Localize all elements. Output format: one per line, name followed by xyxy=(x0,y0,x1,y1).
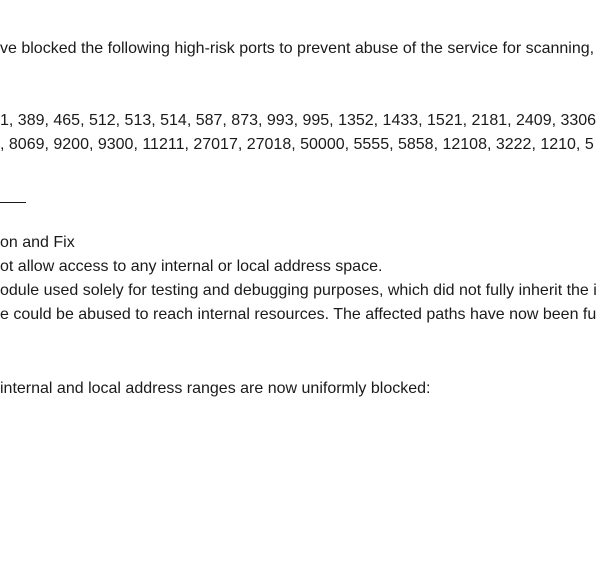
section-text-line-2: odule used solely for testing and debugging purposes, which did not fully inherit the i xyxy=(0,282,597,299)
section-divider xyxy=(0,202,26,203)
section-heading: on and Fix xyxy=(0,234,75,251)
section-text-line-3: e could be abused to reach internal resources. The affected paths have now been fu xyxy=(0,306,597,323)
closing-text: internal and local address ranges are now uniformly blocked: xyxy=(0,380,431,397)
ports-list-line-2: , 8069, 9200, 9300, 11211, 27017, 27018, 50000, 5555, 5858, 12108, 3222, 1210, 5 xyxy=(0,136,594,153)
section-text-line-1: ot allow access to any internal or local address space. xyxy=(0,258,383,275)
intro-text: ve blocked the following high-risk ports to prevent abuse of the service for scanning, xyxy=(0,40,595,57)
ports-list-line-1: 1, 389, 465, 512, 513, 514, 587, 873, 993, 995, 1352, 1433, 1521, 2181, 2409, 3306 xyxy=(0,112,597,129)
